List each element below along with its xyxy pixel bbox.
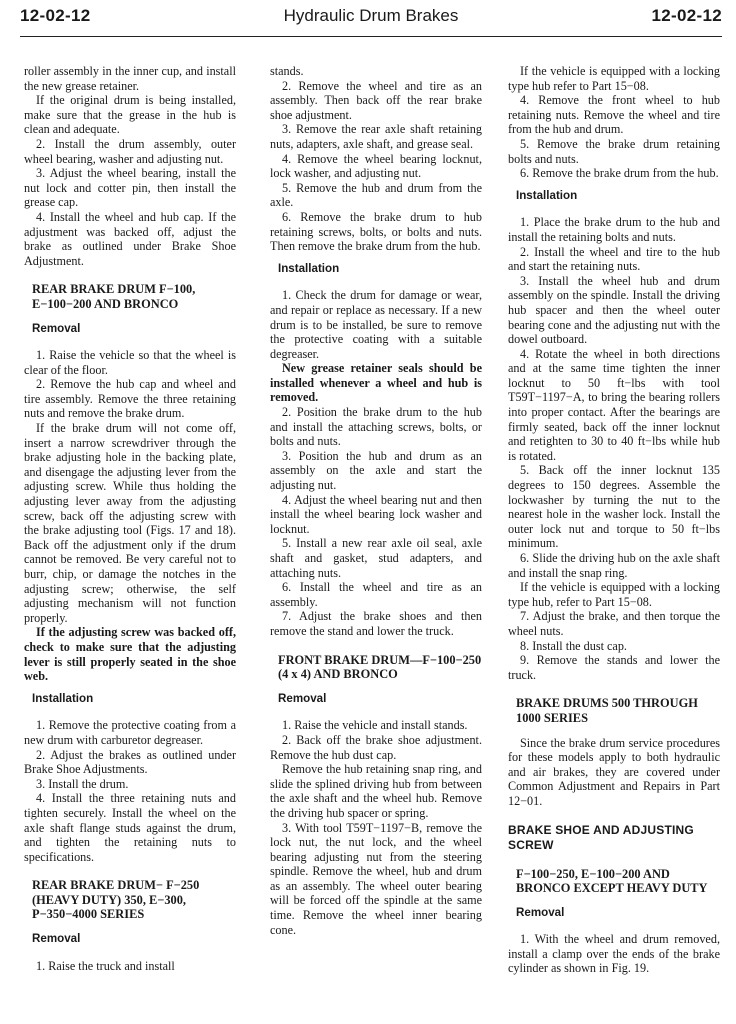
paragraph: roller assembly in the inner cup, and install the new grease retainer. [24, 64, 236, 93]
paragraph: 5. Install a new rear axle oil seal, axle shaft and gasket, stud adapters, and attaching nuts. [270, 536, 482, 580]
section-heading: F−100−250, E−100−200 AND BRONCO EXCEPT HEAVY DUTY [516, 866, 708, 896]
paragraph: 4. Adjust the wheel bearing nut and then install the wheel bearing lock washer and locknut. [270, 492, 482, 536]
subsection-heading: Installation [32, 691, 94, 705]
page-title: Hydraulic Drum Brakes [283, 6, 459, 25]
paragraph: 4. Remove the front wheel to hub retaining nuts. Remove the wheel and tire from the hub and drum. [508, 93, 720, 137]
paragraph: 7. Adjust the brake shoes and then remove the stand and lower the truck. [270, 609, 482, 638]
paragraph: If the vehicle is equipped with a locking type hub, refer to Part 15−08. [508, 580, 720, 609]
paragraph: New grease retainer seals should be installed whenever a wheel and hub is removed. [270, 361, 482, 405]
paragraph: Remove the hub retaining snap ring, and slide the splined driving hub from between the axle shaft and the wheel hub. Remove the driving hub spacer or spring. [270, 762, 482, 820]
paragraph: 6. Remove the brake drum to hub retaining screws, bolts, or bolts and nuts. Then remove the brake drum from the hub. [270, 209, 482, 254]
section-heading: FRONT BRAKE DRUM—F−100−250 (4 x 4) AND BRONCO [278, 652, 482, 682]
paragraph: 2. Remove the wheel and tire as an assembly. Then back off the rear brake shoe adjustment. [270, 78, 482, 122]
paragraph: 9. Remove the stands and lower the truck. [508, 653, 720, 682]
paragraph: 1. Raise the vehicle so that the wheel is clear of the floor. [24, 348, 236, 377]
paragraph: If the vehicle is equipped with a locking type hub refer to Part 15−08. [508, 64, 720, 93]
paragraph: 3. Position the hub and drum as an assembly on the axle and start the adjusting nut. [270, 448, 482, 493]
paragraph: 3. Remove the rear axle shaft retaining nuts, adapters, axle shaft, and grease seal. [270, 122, 482, 151]
paragraph: 2. Back off the brake shoe adjustment. Remove the hub dust cap. [270, 732, 482, 762]
paragraph: 4. Remove the wheel bearing locknut, lock washer, and adjusting nut. [270, 151, 482, 181]
text-column-1 [24, 64, 236, 973]
paragraph: 5. Remove the hub and drum from the axle. [270, 180, 482, 210]
paragraph: 3. Adjust the wheel bearing, install the nut lock and cotter pin, then install the grease cap. [24, 166, 236, 210]
paragraph: 3. Install the wheel hub and drum assembly on the spindle. Install the driving hub spacer and then the wheel outer bearing cone and the adjusting nut with the dowel outboard. [508, 273, 720, 347]
page-number-left: 12-02-12 [20, 6, 91, 25]
subsection-heading: Removal [278, 691, 327, 705]
paragraph: If the adjusting screw was backed off, check to make sure that the adjusting lever is still properly seated in the shoe web. [24, 625, 236, 684]
paragraph: 4. Install the three retaining nuts and tighten securely. Install the wheel on the axle shaft flange studs against the drum, and tighten the retaining nuts to specifications. [24, 791, 236, 864]
subsection-heading: Installation [278, 261, 340, 275]
paragraph: 1. Check the drum for damage or wear, and repair or replace as necessary. If a new drum is to be installed, be sure to remove the protective coating with a suitable degreaser. [270, 288, 482, 361]
section-heading: REAR BRAKE DRUM F−100, E−100−200 AND BRONCO [32, 282, 196, 311]
paragraph: stands. [270, 64, 304, 78]
paragraph: 1. Raise the vehicle and install stands. [282, 718, 468, 733]
paragraph: 2. Adjust the brakes as outlined under Brake Shoe Adjustments. [24, 747, 236, 777]
section-heading: BRAKE SHOE AND ADJUSTING SCREW [508, 822, 694, 852]
paragraph: If the brake drum will not come off, insert a narrow screwdriver through the brake adjusting hole in the backing plate, and disengage the adjusting lever from the adjusting screw. While thus holding the adjusting lever away from the adjusting screw, back off the adjusting screw with the brake adjusting tool (Figs. 17 and 18). Back off the adjustment only if the drum cannot be removed. Be very careful not to burr, chip, or damage the notches in the adjusting screw; otherwise, the self adjusting mechanism will not function properly. [24, 421, 236, 625]
paragraph: Since the brake drum service procedures for these models apply to both hydraulic and air brakes, they are covered under Common Adjustment and Repairs in Part 12−01. [508, 735, 720, 808]
text-column-2 [270, 64, 482, 937]
subsection-heading: Removal [32, 321, 81, 335]
section-heading: BRAKE DRUMS 500 THROUGH 1000 SERIES [516, 696, 698, 725]
paragraph: 5. Back off the inner locknut 135 degrees to 150 degrees. Assemble the lockwasher by turning the nut to the nearest hole in the washer lock. Install the outer lock nut and torque to 50 ft−lbs minimum. [508, 463, 720, 551]
paragraph: 4. Install the wheel and hub cap. If the adjustment was backed off, adjust the brake as outlined under Brake Shoe Adjustment. [24, 209, 236, 268]
paragraph: 8. Install the dust cap. [520, 638, 627, 653]
paragraph: 2. Install the wheel and tire to the hub and start the retaining nuts. [508, 244, 720, 274]
subsection-heading: Removal [516, 905, 565, 919]
text-column-3 [508, 64, 720, 976]
paragraph: 6. Remove the brake drum from the hub. [520, 166, 719, 181]
paragraph: 6. Slide the driving hub on the axle shaft and install the snap ring. [508, 551, 720, 580]
paragraph: 1. With the wheel and drum removed, install a clamp over the ends of the brake cylinder as shown in Fig. 19. [508, 932, 720, 976]
page-number-right: 12-02-12 [651, 6, 722, 25]
subsection-heading: Removal [32, 932, 81, 946]
paragraph: 2. Position the brake drum to the hub and install the attaching screws, bolts, or bolts and nuts. [270, 405, 482, 449]
paragraph: 1. Place the brake drum to the hub and install the retaining bolts and nuts. [508, 215, 720, 244]
page-header [20, 0, 722, 37]
paragraph: 7. Adjust the brake, and then torque the wheel nuts. [508, 609, 720, 638]
paragraph: 3. Install the drum. [36, 776, 129, 791]
paragraph: 4. Rotate the wheel in both directions and at the same time tighten the inner locknut to 50 ft−lbs with tool T59T−1197−A, to bring the bearing rollers into proper contact. After the bearings are firmly seated, back off the inner locknut and retighten to 30 to 40 ft−lbs while hub is rotated. [508, 346, 720, 463]
paragraph: 2. Install the drum assembly, outer wheel bearing, washer and adjusting nut. [24, 136, 236, 166]
paragraph: 6. Install the wheel and tire as an assembly. [270, 580, 482, 609]
section-heading: REAR BRAKE DRUM− F−250 (HEAVY DUTY) 350, E−300, P−350−4000 SERIES [32, 878, 200, 922]
subsection-heading: Installation [516, 188, 578, 202]
paragraph: 3. With tool T59T−1197−B, remove the lock nut, the nut lock, and the wheel bearing adjusting nut from the steering spindle. Remove the wheel, hub and drum as an assembly. The wheel outer bearing will be forced off the spindle at the same time. Remove the wheel inner bearing cone. [270, 820, 482, 937]
paragraph: 5. Remove the brake drum retaining bolts and nuts. [508, 136, 720, 166]
paragraph: 1. Raise the truck and install [36, 958, 175, 973]
paragraph: If the original drum is being installed, make sure that the grease in the hub is clean and adequate. [24, 93, 236, 137]
paragraph: 1. Remove the protective coating from a new drum with carburetor degreaser. [24, 718, 236, 747]
paragraph: 2. Remove the hub cap and wheel and tire assembly. Remove the three retaining nuts and remove the brake drum. [24, 377, 236, 421]
